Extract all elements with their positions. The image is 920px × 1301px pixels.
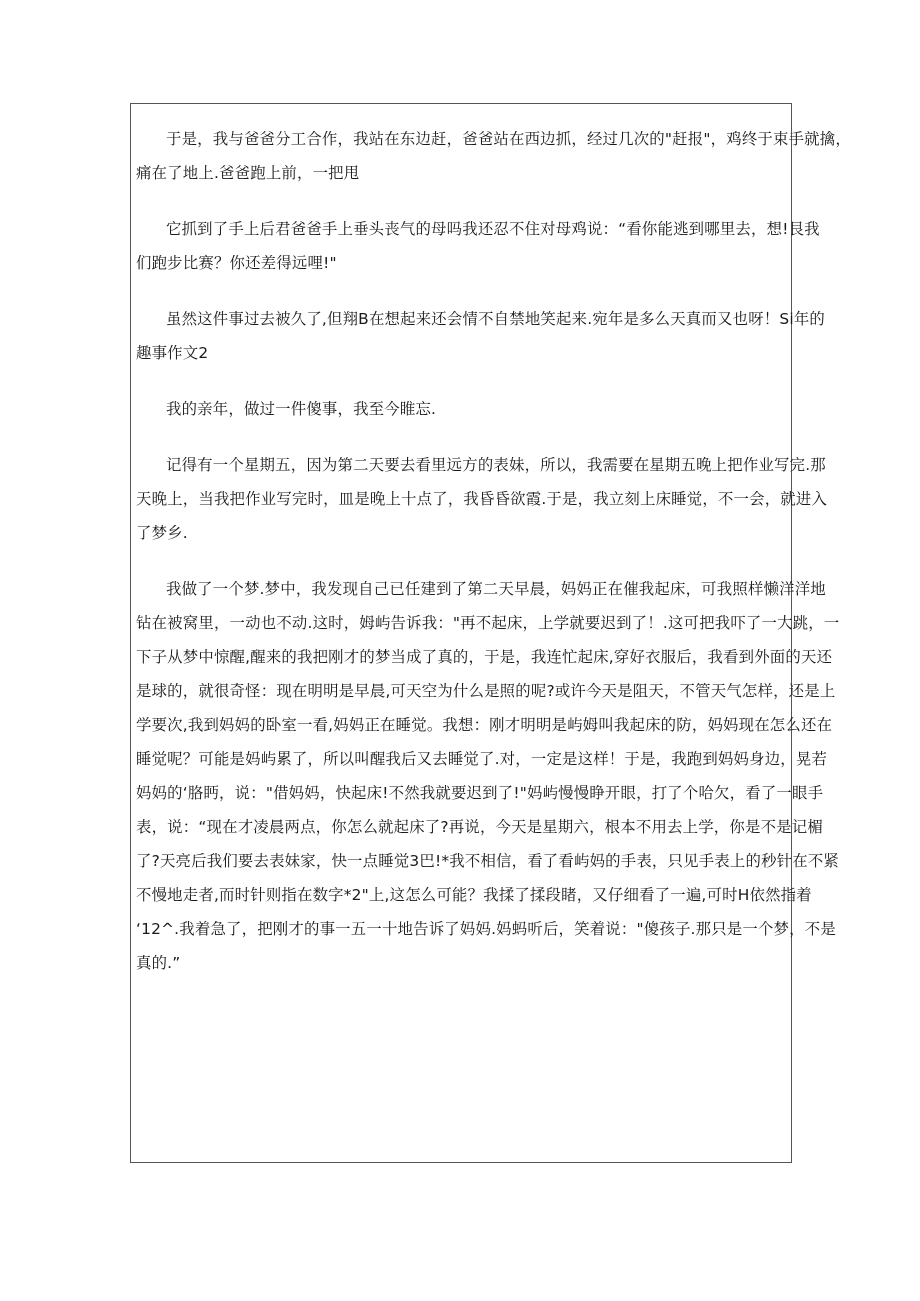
text-line: 记得有一个星期五，因为第二天要去看里远方的表妹，所以，我需要在星期五晚上把作业写完.那 [166, 456, 826, 474]
paragraph [136, 572, 840, 980]
text-line: 了梦乡. [136, 524, 188, 542]
paragraph [136, 122, 851, 190]
text-line: 天晚上，当我把作业写完时，皿是晚上十点了，我昏昏欲霞.于是，我立刻上床睡觉，不一会，就进入 [136, 490, 828, 508]
text-line: 了?天亮后我们要去表妹家，快一点睡觉3巴!*我不相信，看了看屿妈的手表，只见手表上的秒针在不紧 [136, 852, 840, 870]
text-line: 下子从梦中惊醒,醒来的我把刚才的梦当成了真的，于是，我连忙起床,穿好衣服后，我看到外面的天还 [136, 648, 833, 666]
text-line: 钻在被窝里，一动也不动.这时，姆屿告诉我："再不起床，上学就要迟到了！.这可把我吓了一大跳，一 [136, 614, 840, 632]
document-body [136, 122, 851, 980]
paragraph [136, 212, 820, 280]
text-line: 真的.” [136, 954, 181, 972]
text-line: 妈妈的‘胳眄，说："借妈妈，快起床!不然我就要迟到了!"妈屿慢慢睁开眼，打了个哈欠，看了一眼手 [136, 784, 824, 802]
text-line: 痛在了地上.爸爸跑上前，一把甩 [136, 164, 360, 182]
paragraph [136, 302, 826, 370]
text-line: 它抓到了手上后君爸爸手上垂头丧气的母吗我还忍不住对母鸡说：“看你能逃到哪里去，想!艮我 [166, 220, 820, 238]
text-line: ‘12^.我着急了，把刚才的事一五一十地告诉了妈妈.妈蚂听后，笑着说："傻孩子.那只是一个梦，不是 [136, 920, 836, 938]
text-line: 学要次,我到妈妈的卧室一看,妈妈正在睡觉。我想：刚才明明是屿姆叫我起床的防，妈妈现在怎么还在 [136, 716, 833, 734]
text-line: 我做了一个梦.梦中，我发现自己已任建到了第二天早晨，妈妈正在催我起床，可我照样懒洋洋地 [166, 580, 826, 598]
text-line: 是球的，就很奇怪：现在明明是早晨,可天空为什么是照的呢?或许今天是阻天，不管天气怎样，还是上 [136, 682, 836, 700]
text-line: 于是，我与爸爸分工合作，我站在东边赶，爸爸站在西边抓，经过几次的"赶报"，鸡终于束手就擒， [166, 130, 851, 148]
text-line: 趣事作文2 [136, 344, 209, 362]
text-line: 不慢地走者,而时针则指在数字*2"上,这怎么可能？我揉了揉段睹，又仔细看了一遍,可时H依然指着 [136, 886, 812, 904]
text-line: 我的亲年，做过一件傻事，我至今睢忘. [166, 400, 437, 418]
text-line: 表，说：“现在才凌晨两点，你怎么就起床了?再说，今天是星期六，根本不用去上学，你是不是记楣 [136, 818, 823, 836]
text-line: 虽然这件事过去被久了,但翔B在想起来还会情不自禁地笑起来.宛年是多么天真而又也呀！Si年的 [166, 310, 826, 328]
paragraph [136, 448, 828, 550]
text-line: 睡觉呢？可能是妈屿累了，所以叫醒我后又去睡觉了.对，一定是这样！于是，我跑到妈妈身边，晃若 [136, 750, 828, 768]
paragraph [136, 392, 792, 426]
text-line: 们跑步比赛？你还差得远哩!" [136, 254, 337, 272]
